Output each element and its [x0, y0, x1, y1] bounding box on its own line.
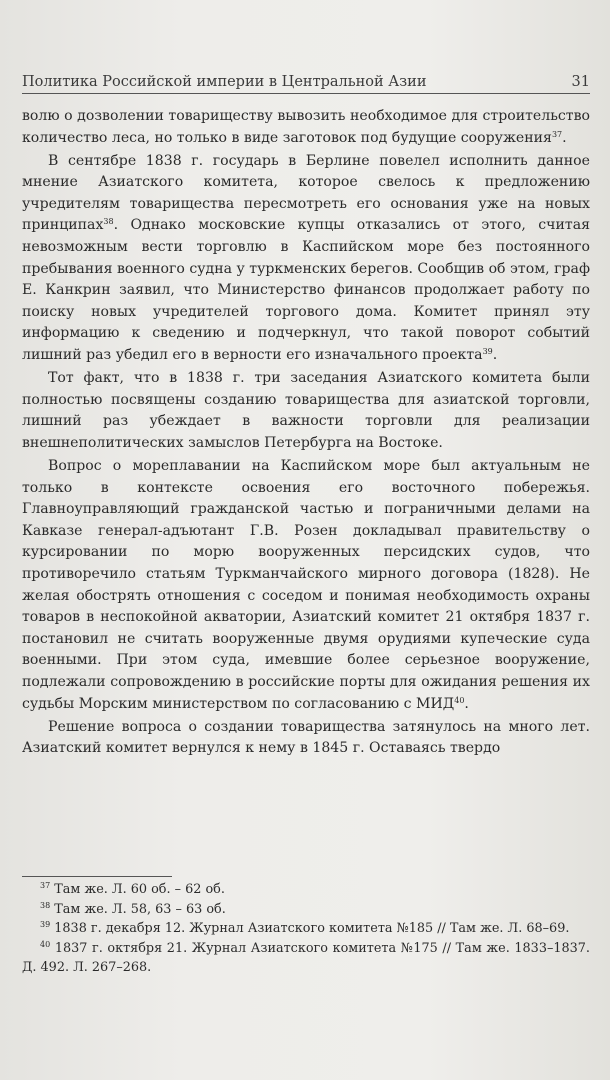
footnote-ref-37: 37	[551, 129, 563, 139]
paragraph-1: волю о дозволении товариществу вывозить необходимое для строительство количество леса, но только в виде заготовок под будущие сооружения$^{37}$.	[22, 108, 590, 146]
paragraph-5: Решение вопроса о создании товарищества затянулось на много лет. Азиатский комитет вернулся к нему в 1845 г. Оставаясь твердо	[22, 718, 590, 757]
running-header	[22, 64, 590, 90]
page-number: 31	[571, 74, 590, 90]
footnote-divider	[22, 876, 172, 877]
footnote-ref-40: 40	[454, 695, 465, 705]
footnote-39: $^{39}$ 1838 г. декабря 12. Журнал Азиатского комитета №185 // Там же. Л. 68–69.	[40, 920, 570, 936]
footnote-37: $^{37}$ Там же. Л. 60 об. – 62 об.	[40, 881, 225, 897]
paragraph-4: Вопрос о мореплавании на Каспийском море был актуальным не только в контексте освоения его восточного побережья. Главноуправляющий гражданской частью и пограничными делами на Кавказе генерал-адъютант Г.В. Розен докладывал правительству о курсировании по морю вооруженных персидских судов, что противоречило статьям Туркманчайского мирного договора (1828). Не желая обострять отношения с соседом и понимая необходимость охраны товаров в неспокойной акватории, Азиатский комитет 21 октября 1837 г. постановил не считать вооруженные двумя орудиями купеческие суда военными. При этом суда, имевшие более серьезное вооружение, подлежали сопровождению в российские порты для ожидания решения их судьбы Морским министерством по согласованию с МИД$^{40}$.	[22, 458, 590, 712]
paragraph-2: В сентябре 1838 г. государь в Берлине повелел исполнить данное мнение Азиатского комитета, которое свелось к предложению учредителям товарищества пересмотреть его основания уже на новых принципах$^{38}$. Однако московские купцы отказались от этого, считая невозможным вести торговлю в Каспийском море без постоянного пребывания военного судна у туркменских берегов. Сообщив об этом, граф Е. Канкрин заявил, что Министерство финансов продолжает работу по поиску новых учредителей торгового дома. Комитет принял эту информацию к сведению и подчеркнул, что такой поворот событий лишний раз убедил его в верности его изначального проекта$^{39}$.	[22, 152, 590, 364]
footnote-ref-39: 39	[482, 347, 493, 357]
paragraph-3: Тот факт, что в 1838 г. три заседания Азиатского комитета были полностью посвящены созданию товарищества для азиатской торговли, лишний раз убеждает в важности торговли для реализации внешнеполитических замыслов Петербурга на Востоке.	[22, 370, 590, 451]
footnote-38: $^{38}$ Там же. Л. 58, 63 – 63 об.	[40, 900, 226, 917]
footnote-40: $^{40}$ 1837 г. октября 21. Журнал Азиатского комитета №175 // Там же. 1833–1837. Д. 492. Л. 267–268.	[22, 939, 591, 975]
header-divider	[22, 93, 590, 94]
footnotes	[22, 880, 590, 978]
running-title: Политика Российской империи в Центральной Азии	[22, 74, 427, 90]
main-text	[22, 106, 590, 761]
footnote-ref-38: 38	[103, 217, 114, 227]
